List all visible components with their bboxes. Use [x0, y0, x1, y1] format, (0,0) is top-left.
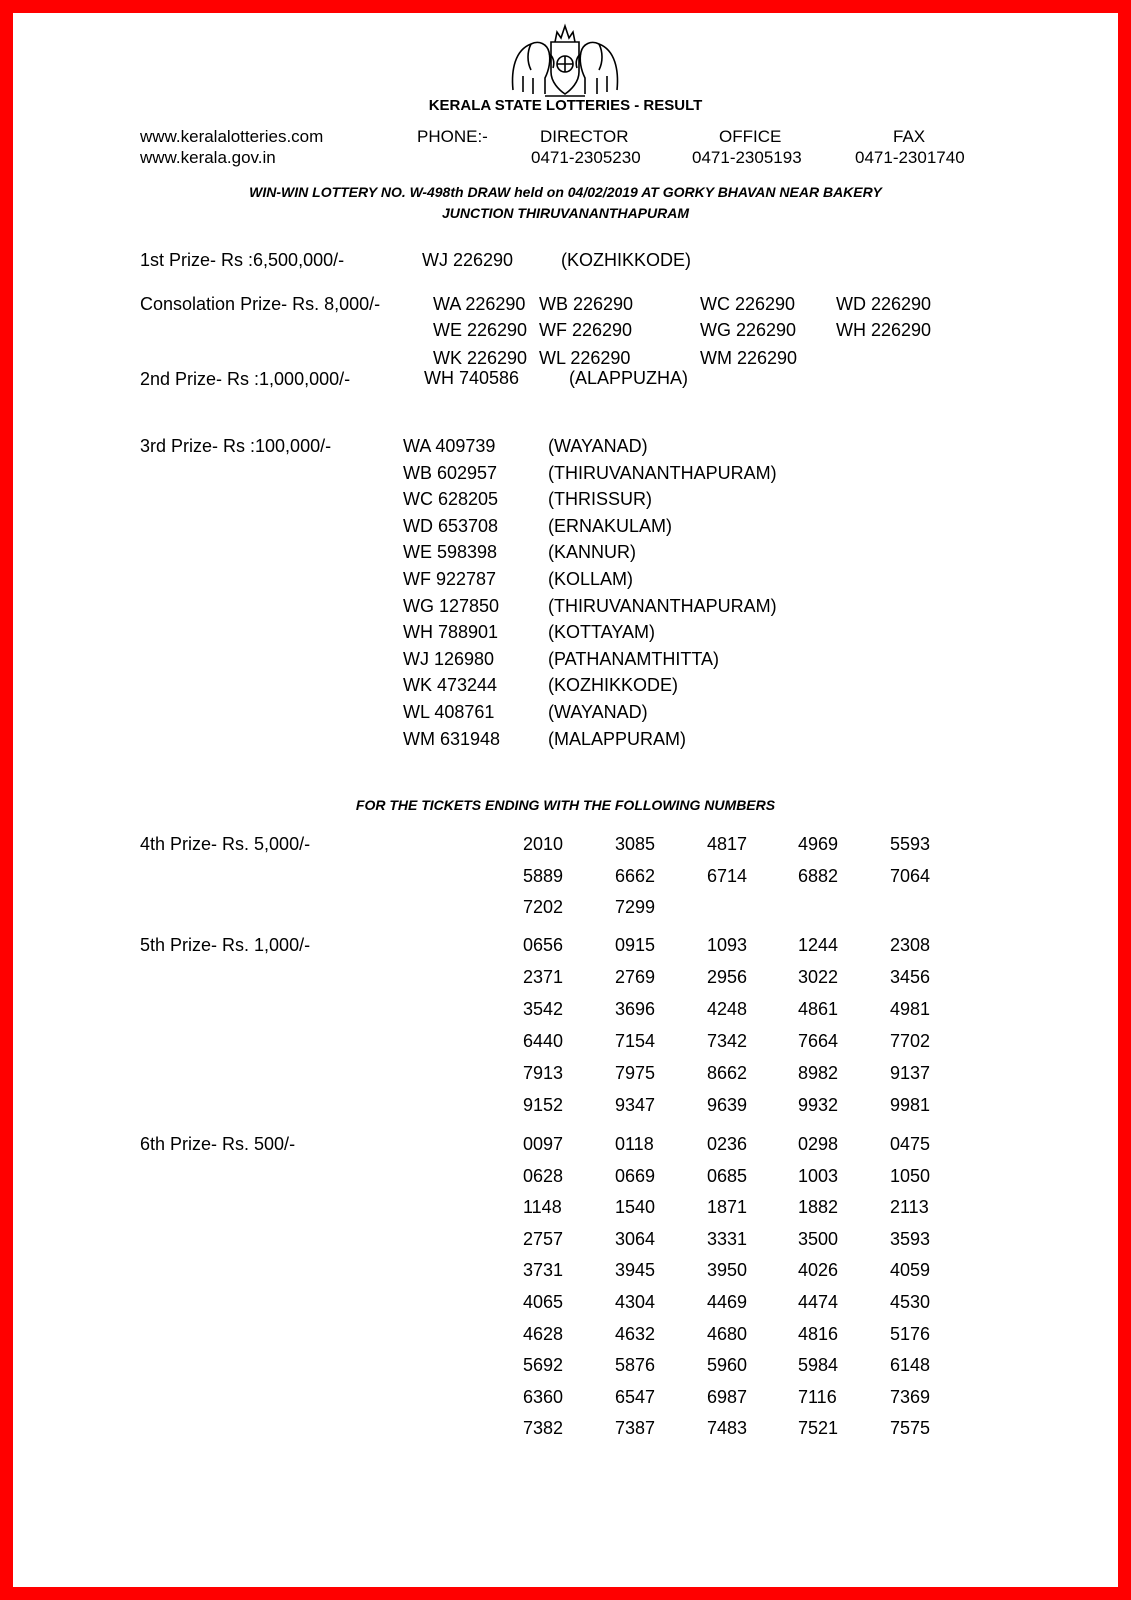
fax-label: FAX: [893, 127, 926, 146]
ending-number: 7202: [523, 897, 564, 917]
ending-number: 4474: [798, 1292, 839, 1312]
kerala-emblem-icon: [505, 20, 625, 100]
ending-number: 5593: [890, 834, 931, 854]
ending-number: 0656: [523, 935, 564, 955]
third-prize-ticket: WM 631948: [403, 728, 501, 749]
ending-number: 9981: [890, 1095, 931, 1115]
ending-number: 4065: [523, 1292, 564, 1312]
fourth-prize-label: 4th Prize- Rs. 5,000/-: [140, 834, 311, 854]
ending-number: 0118: [615, 1134, 654, 1154]
third-prize-place: (KOTTAYAM): [548, 622, 655, 643]
office-phone: 0471-2305193: [692, 148, 802, 167]
ending-number: 2757: [523, 1228, 564, 1249]
ending-number: 3696: [615, 999, 656, 1019]
ending-number: 4469: [707, 1292, 748, 1312]
ending-number: 7575: [890, 1418, 931, 1439]
website-link-1[interactable]: www.keralalotteries.com: [140, 127, 324, 146]
ending-number: 2308: [890, 935, 931, 955]
ending-number: 6662: [615, 865, 656, 886]
fax-phone: 0471-2301740: [855, 148, 965, 167]
third-prize-ticket: WB 602957: [403, 462, 498, 483]
ending-number: 2956: [707, 967, 748, 987]
ending-number: 6547: [615, 1386, 656, 1407]
ending-number: 7913: [523, 1063, 564, 1083]
ending-number: 8662: [707, 1063, 748, 1083]
ending-number: 7116: [798, 1386, 837, 1407]
consolation-ticket: WH 226290: [836, 320, 932, 340]
ending-number: 1003: [798, 1165, 839, 1186]
fifth-prize-label: 5th Prize- Rs. 1,000/-: [140, 935, 311, 955]
ending-number: 7382: [523, 1418, 564, 1439]
ending-number: 9137: [890, 1063, 931, 1083]
ending-number: 6882: [798, 865, 839, 886]
ending-number: 3950: [707, 1260, 748, 1281]
ending-number: 0915: [615, 935, 656, 955]
director-label: DIRECTOR: [540, 127, 629, 146]
ending-number: 3085: [615, 834, 656, 854]
ending-number: 3022: [798, 967, 839, 987]
ending-number: 2113: [890, 1197, 929, 1218]
third-prize-place: (KOZHIKKODE): [548, 675, 679, 696]
draw-info-line-2: JUNCTION THIRUVANANTHAPURAM: [441, 205, 690, 221]
ending-number: 7387: [615, 1418, 656, 1439]
first-prize-place: (KOZHIKKODE): [561, 250, 692, 270]
ending-number: 2371: [523, 967, 564, 987]
ending-number: 3593: [890, 1228, 931, 1249]
consolation-ticket: WC 226290: [700, 294, 796, 314]
consolation-ticket: WL 226290: [539, 348, 631, 368]
ending-number: 5984: [798, 1355, 839, 1376]
ending-number: 6987: [707, 1386, 748, 1407]
ending-number: 9347: [615, 1095, 656, 1115]
consolation-ticket: WM 226290: [700, 348, 798, 368]
ending-number: 6440: [523, 1031, 564, 1051]
ending-number: 1244: [798, 935, 839, 955]
ending-number: 4816: [798, 1323, 839, 1344]
second-prize-place: (ALAPPUZHA): [569, 368, 689, 388]
second-prize-label: 2nd Prize- Rs :1,000,000/-: [140, 369, 351, 389]
ending-number: 8982: [798, 1063, 839, 1083]
third-prize-place: (KOLLAM): [548, 569, 634, 589]
ending-number: 7664: [798, 1031, 839, 1051]
ending-number: 7521: [798, 1418, 839, 1439]
endings-heading: FOR THE TICKETS ENDING WITH THE FOLLOWING NUMBERS: [355, 797, 776, 813]
ending-number: 1050: [890, 1165, 931, 1186]
ending-number: 0669: [615, 1165, 656, 1186]
ending-number: 7369: [890, 1386, 931, 1407]
consolation-prize-label: Consolation Prize- Rs. 8,000/-: [140, 294, 381, 314]
consolation-ticket: WE 226290: [433, 320, 528, 340]
office-label: OFFICE: [719, 127, 782, 146]
ending-number: 0298: [798, 1134, 839, 1154]
third-prize-ticket: WH 788901: [403, 622, 499, 643]
ending-number: 4304: [615, 1292, 656, 1312]
ending-number: 9152: [523, 1095, 564, 1115]
ending-number: 4059: [890, 1260, 931, 1281]
ending-number: 9932: [798, 1095, 839, 1115]
ending-number: 7483: [707, 1418, 748, 1439]
ending-number: 4981: [890, 999, 931, 1019]
ending-number: 7975: [615, 1063, 656, 1083]
ending-number: 1882: [798, 1197, 839, 1218]
ending-number: 5876: [615, 1355, 656, 1376]
page-title: KERALA STATE LOTTERIES - RESULT: [428, 97, 703, 114]
ending-number: 3945: [615, 1260, 656, 1281]
ending-number: 4680: [707, 1323, 748, 1344]
ending-number: 0685: [707, 1165, 748, 1186]
third-prize-ticket: WA 409739: [403, 436, 496, 456]
ending-number: 4628: [523, 1323, 564, 1344]
ending-number: 3331: [707, 1228, 748, 1249]
ending-number: 1871: [707, 1197, 748, 1218]
third-prize-place: (WAYANAD): [548, 702, 648, 722]
ending-number: 0236: [707, 1134, 748, 1154]
consolation-ticket: WB 226290: [539, 294, 634, 314]
ending-number: 3731: [523, 1260, 564, 1281]
ending-number: 5889: [523, 865, 564, 886]
ending-number: 4632: [615, 1323, 656, 1344]
consolation-ticket: WK 226290: [433, 348, 528, 368]
ending-number: 3456: [890, 967, 931, 987]
ending-number: 5960: [707, 1355, 748, 1376]
third-prize-place: (THIRUVANANTHAPURAM): [548, 595, 777, 616]
ending-number: 1148: [523, 1197, 562, 1218]
third-prize-ticket: WD 653708: [403, 515, 499, 536]
third-prize-ticket: WE 598398: [403, 542, 498, 563]
ending-number: 4026: [798, 1260, 839, 1281]
phone-label: PHONE:-: [417, 127, 488, 146]
third-prize-ticket: WG 127850: [403, 595, 500, 616]
third-prize-place: (PATHANAMTHITTA): [548, 648, 719, 669]
ending-number: 5176: [890, 1323, 931, 1344]
ending-number: 1540: [615, 1197, 656, 1218]
ending-number: 2769: [615, 967, 656, 987]
third-prize-place: (THRISSUR): [548, 489, 652, 510]
ending-number: 0475: [890, 1134, 931, 1154]
third-prize-ticket: WK 473244: [403, 675, 498, 696]
first-prize-ticket: WJ 226290: [422, 250, 514, 270]
third-prize-ticket: WJ 126980: [403, 648, 495, 669]
website-link-2[interactable]: www.kerala.gov.in: [140, 148, 276, 167]
draw-info-line-1: WIN-WIN LOTTERY NO. W-498th DRAW held on 04/02/2019 AT GORKY BHAVAN NEAR BAKERY: [249, 184, 882, 200]
second-prize-ticket: WH 740586: [424, 368, 520, 388]
ending-number: 3064: [615, 1228, 656, 1249]
third-prize-label: 3rd Prize- Rs :100,000/-: [140, 436, 332, 456]
consolation-ticket: WF 226290: [539, 320, 633, 340]
first-prize-label: 1st Prize- Rs :6,500,000/-: [140, 250, 345, 270]
third-prize-ticket: WF 922787: [403, 569, 497, 589]
ending-number: 3500: [798, 1228, 839, 1249]
ending-number: 4530: [890, 1292, 931, 1312]
third-prize-place: (THIRUVANANTHAPURAM): [548, 462, 777, 483]
ending-number: 7154: [615, 1031, 656, 1051]
ending-number: 7064: [890, 865, 931, 886]
ending-number: 7342: [707, 1031, 748, 1051]
director-phone: 0471-2305230: [531, 148, 641, 167]
ending-number: 6148: [890, 1355, 931, 1376]
ending-number: 7702: [890, 1031, 931, 1051]
ending-number: 4861: [798, 999, 839, 1019]
ending-number: 2010: [523, 834, 564, 854]
ending-number: 0628: [523, 1165, 564, 1186]
ending-number: 6714: [707, 865, 748, 886]
third-prize-ticket: WL 408761: [403, 702, 495, 722]
ending-number: 5692: [523, 1355, 564, 1376]
sixth-prize-label: 6th Prize- Rs. 500/-: [140, 1134, 296, 1154]
ending-number: 7299: [615, 897, 656, 917]
ending-number: 9639: [707, 1095, 748, 1115]
consolation-ticket: WD 226290: [836, 294, 932, 314]
consolation-ticket: WG 226290: [700, 320, 797, 340]
ending-number: 1093: [707, 935, 748, 955]
third-prize-place: (MALAPPURAM): [548, 728, 687, 749]
ending-number: 3542: [523, 999, 564, 1019]
third-prize-place: (WAYANAD): [548, 436, 648, 456]
ending-number: 0097: [523, 1134, 564, 1154]
third-prize-place: (KANNUR): [548, 542, 636, 563]
ending-number: 4817: [707, 834, 748, 854]
ending-number: 4969: [798, 834, 839, 854]
consolation-ticket: WA 226290: [433, 294, 526, 314]
third-prize-place: (ERNAKULAM): [548, 515, 673, 536]
ending-number: 6360: [523, 1386, 564, 1407]
third-prize-ticket: WC 628205: [403, 489, 499, 510]
ending-number: 4248: [707, 999, 748, 1019]
